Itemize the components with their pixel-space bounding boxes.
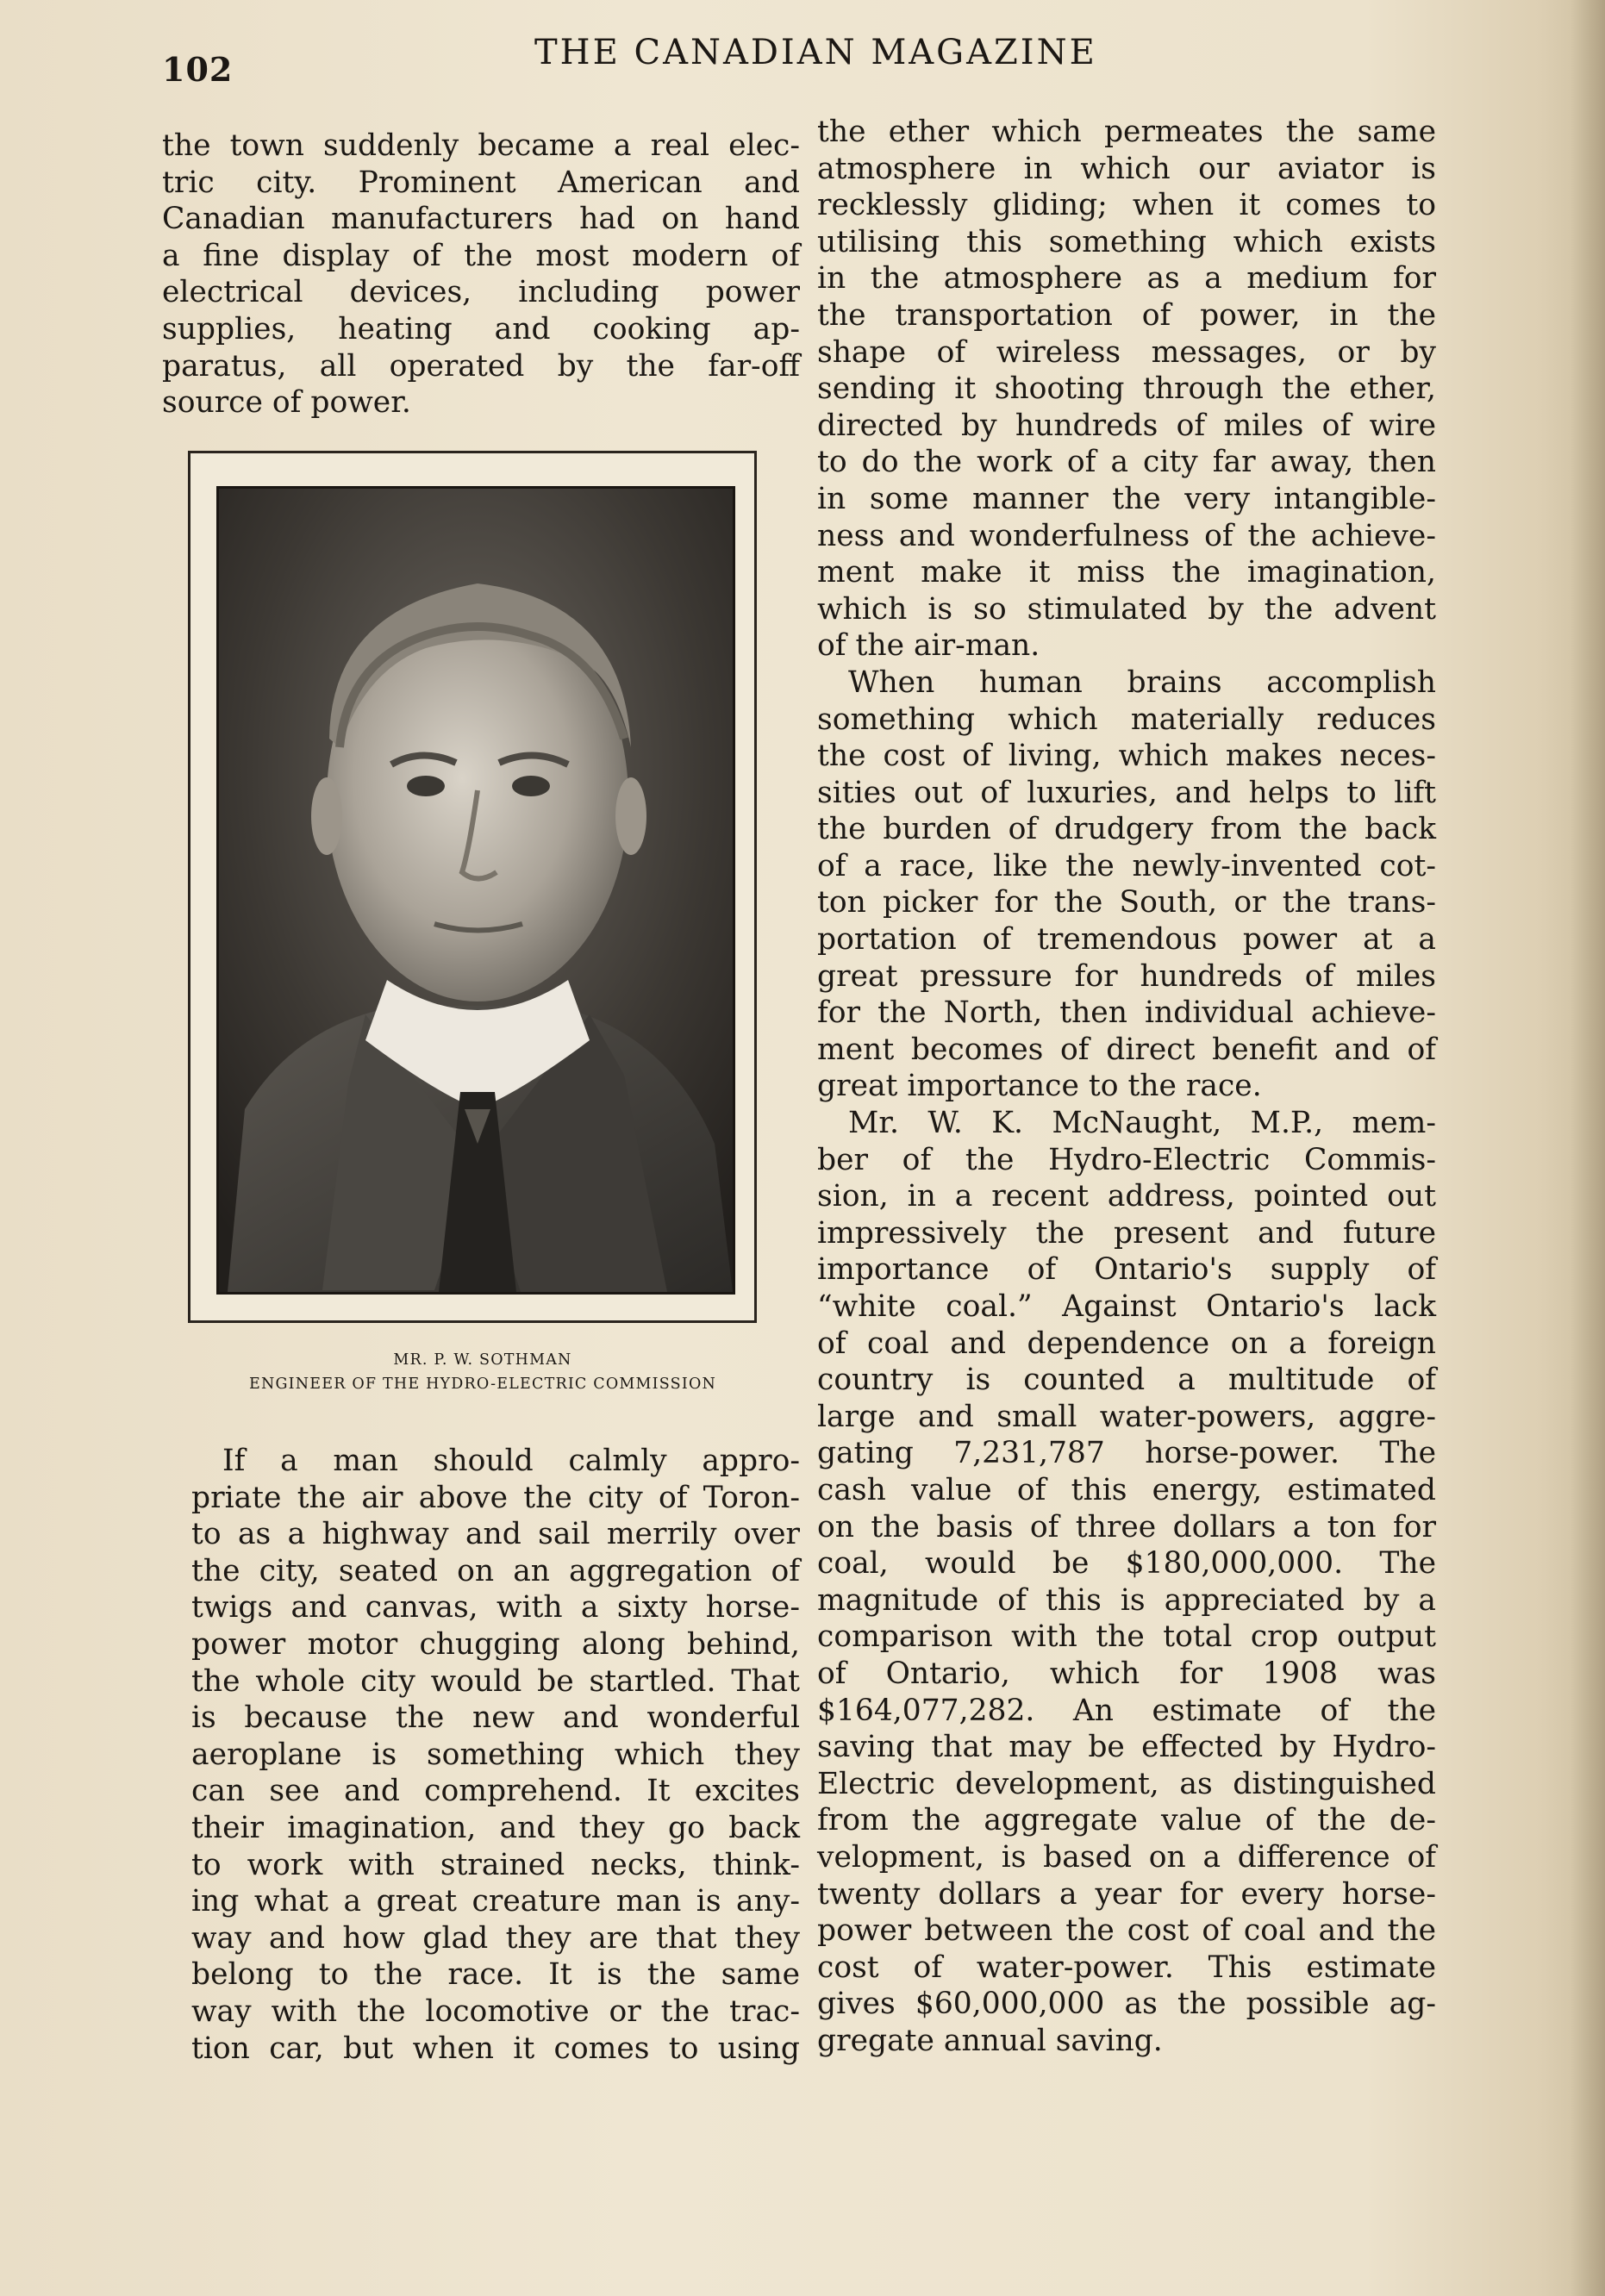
caption-title: ENGINEER OF THE HYDRO-ELECTRIC COMMISSION bbox=[248, 1376, 717, 1393]
text-line: aeroplane is something which they bbox=[191, 1737, 800, 1772]
text-line: If a man should calmly appro- bbox=[222, 1444, 800, 1478]
text-line: tion car, but when it comes to using bbox=[191, 2031, 800, 2066]
text-line: ton picker for the South, or the trans- bbox=[817, 885, 1436, 920]
text-line: something which materially reduces bbox=[817, 702, 1436, 737]
text-line: to work with strained necks, think- bbox=[191, 1847, 800, 1882]
text-line: of coal and dependence on a foreign bbox=[817, 1326, 1436, 1361]
text-line: way and how glad they are that they bbox=[191, 1920, 800, 1956]
text-line: electrical devices, including power bbox=[162, 275, 800, 310]
text-line: gregate annual saving. bbox=[817, 2023, 1163, 2058]
text-line: great importance to the race. bbox=[817, 1069, 1262, 1104]
text-line: their imagination, and they go back bbox=[191, 1810, 800, 1845]
text-line: the city, seated on an aggregation of bbox=[191, 1553, 800, 1588]
text-line: sities out of luxuries, and helps to lift bbox=[817, 775, 1436, 810]
running-head-title: THE CANADIAN MAGAZINE bbox=[534, 33, 1097, 72]
text-line: paratus, all operated by the far-off bbox=[162, 348, 800, 384]
text-line: cost of water-power. This estimate bbox=[817, 1950, 1436, 1985]
text-line: velopment, is based on a difference of bbox=[817, 1839, 1436, 1875]
left-column-bottom-text bbox=[191, 1443, 800, 2067]
text-line: portation of tremendous power at a bbox=[817, 922, 1436, 958]
text-line: ber of the Hydro-Electric Commis- bbox=[817, 1142, 1436, 1177]
text-line: belong to the race. It is the same bbox=[191, 1957, 800, 1993]
text-line: Mr. W. K. McNaught, M.P., mem- bbox=[848, 1106, 1436, 1141]
text-line: way with the locomotive or the trac- bbox=[191, 1993, 800, 2029]
portrait-photograph bbox=[216, 486, 735, 1295]
text-line: directed by hundreds of miles of wire bbox=[817, 408, 1436, 443]
text-line: which is so stimulated by the advent bbox=[817, 591, 1436, 627]
text-line: can see and comprehend. It excites bbox=[191, 1774, 800, 1809]
page-number: 102 bbox=[162, 50, 234, 89]
text-line: utilising this something which exists bbox=[817, 224, 1436, 259]
text-line: of a race, like the newly-invented cot- bbox=[817, 848, 1436, 883]
text-line: the burden of drudgery from the back bbox=[817, 812, 1436, 847]
text-line: to do the work of a city far away, then bbox=[817, 445, 1436, 480]
text-line: Electric development, as distinguished bbox=[817, 1766, 1436, 1801]
text-line: the whole city would be startled. That bbox=[191, 1663, 800, 1699]
text-line: gating 7,231,787 horse-power. The bbox=[817, 1436, 1436, 1471]
text-line: priate the air above the city of Toron- bbox=[191, 1480, 800, 1515]
text-line: recklessly gliding; when it comes to bbox=[817, 188, 1436, 223]
text-line: Canadian manufacturers had on hand bbox=[162, 202, 800, 237]
text-line: the ether which permeates the same bbox=[817, 115, 1436, 149]
portrait-figure bbox=[188, 451, 757, 1323]
text-line: large and small water-powers, aggre- bbox=[817, 1399, 1436, 1434]
text-line: comparison with the total crop output bbox=[817, 1619, 1436, 1655]
text-line: atmosphere in which our aviator is bbox=[817, 151, 1436, 186]
caption-name: MR. P. W. SOTHMAN bbox=[393, 1351, 572, 1369]
text-line: from the aggregate value of the de- bbox=[817, 1803, 1436, 1838]
text-line: great pressure for hundreds of miles bbox=[817, 958, 1436, 994]
text-line: of the air-man. bbox=[817, 628, 1040, 664]
text-line: power between the cost of coal and the bbox=[817, 1913, 1436, 1949]
text-line: on the basis of three dollars a ton for bbox=[817, 1509, 1436, 1544]
text-line: magnitude of this is appreciated by a bbox=[817, 1582, 1436, 1618]
figure-caption bbox=[172, 1348, 793, 1396]
text-line: ment make it miss the imagination, bbox=[817, 555, 1436, 590]
text-line: to as a highway and sail merrily over bbox=[191, 1517, 800, 1552]
text-line: coal, would be $180,000,000. The bbox=[817, 1546, 1436, 1582]
text-line: for the North, then individual achieve- bbox=[817, 995, 1436, 1031]
text-line: sion, in a recent address, pointed out bbox=[817, 1179, 1436, 1214]
text-line: supplies, heating and cooking ap- bbox=[162, 311, 800, 346]
text-line: ing what a great creature man is any- bbox=[191, 1884, 800, 1919]
text-line: $164,077,282. An estimate of the bbox=[817, 1693, 1436, 1728]
text-line: source of power. bbox=[162, 385, 411, 421]
text-line: in some manner the very intangible- bbox=[817, 481, 1436, 516]
text-line: impressively the present and future bbox=[817, 1215, 1436, 1251]
text-line: is because the new and wonderful bbox=[191, 1700, 800, 1736]
text-line: the transportation of power, in the bbox=[817, 297, 1436, 333]
left-column-top-text bbox=[162, 128, 800, 421]
text-line: gives $60,000,000 as the possible ag- bbox=[817, 1987, 1436, 2022]
text-line: country is counted a multitude of bbox=[817, 1363, 1436, 1398]
text-line: shape of wireless messages, or by bbox=[817, 334, 1436, 370]
text-line: twigs and canvas, with a sixty horse- bbox=[191, 1590, 800, 1625]
text-line: power motor chugging along behind, bbox=[191, 1626, 800, 1662]
text-line: sending it shooting through the ether, bbox=[817, 371, 1436, 407]
text-line: ment becomes of direct benefit and of bbox=[817, 1032, 1436, 1067]
text-line: “white coal.” Against Ontario's lack bbox=[817, 1289, 1436, 1324]
text-line: When human brains accomplish bbox=[848, 664, 1436, 700]
portrait-illustration bbox=[219, 489, 733, 1292]
text-line: in the atmosphere as a medium for bbox=[817, 261, 1436, 296]
text-line: ness and wonderfulness of the achieve- bbox=[817, 518, 1436, 553]
text-line: twenty dollars a year for every horse- bbox=[817, 1876, 1436, 1912]
right-column-text bbox=[817, 114, 1436, 2059]
text-line: saving that may be effected by Hydro- bbox=[817, 1730, 1436, 1765]
text-line: importance of Ontario's supply of bbox=[817, 1252, 1436, 1288]
page-edge-shadow bbox=[1571, 0, 1605, 2296]
text-line: a fine display of the most modern of bbox=[162, 238, 800, 273]
text-line: tric city. Prominent American and bbox=[162, 165, 800, 200]
text-line: cash value of this energy, estimated bbox=[817, 1472, 1436, 1507]
text-line: the cost of living, which makes neces- bbox=[817, 739, 1436, 774]
text-line: the town suddenly became a real elec- bbox=[162, 128, 800, 163]
text-line: of Ontario, which for 1908 was bbox=[817, 1656, 1436, 1691]
